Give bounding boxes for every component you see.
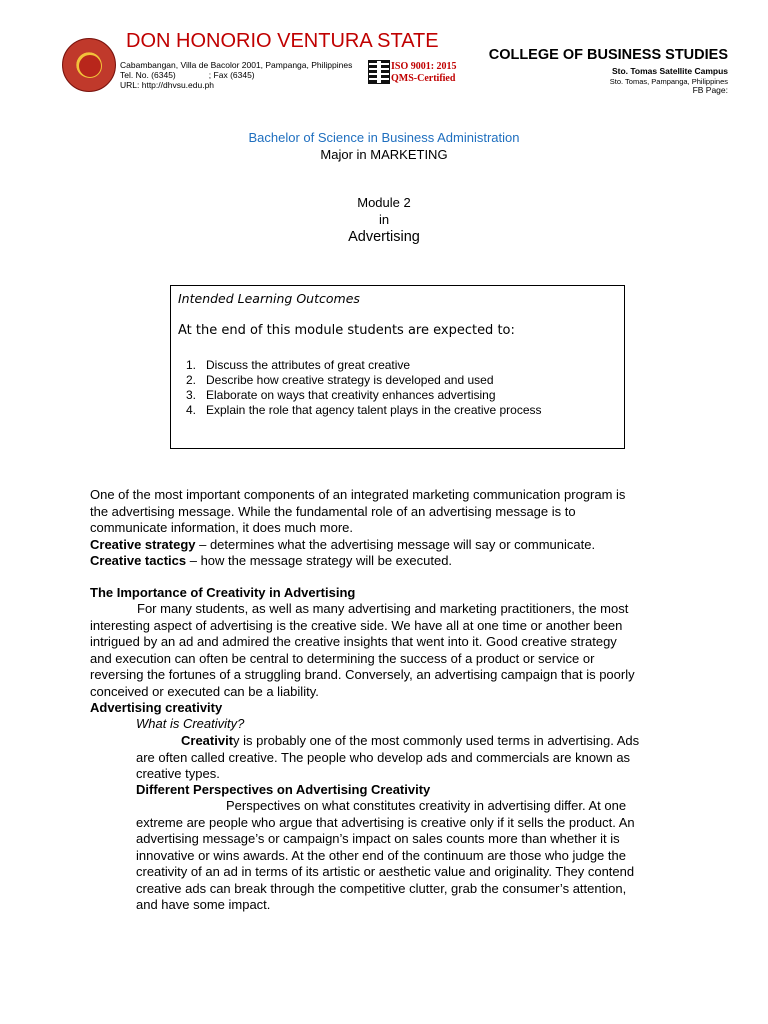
iso-standard: ISO 9001: 2015 — [391, 61, 457, 72]
what-is-creativity-subheading: What is Creativity? — [136, 716, 245, 731]
college-name: COLLEGE OF BUSINESS STUDIES — [488, 47, 728, 63]
degree-title: Bachelor of Science in Business Administration — [248, 130, 520, 145]
iso-certification — [391, 61, 457, 85]
module-in: in — [378, 212, 390, 227]
creative-strategy-definition: Creative strategy – determines what the advertising message will say or communicate. — [90, 536, 596, 552]
list-item: 1. Discuss the attributes of great creative — [186, 358, 411, 372]
list-item: 3. Elaborate on ways that creativity enhances advertising — [186, 388, 496, 402]
university-address — [120, 60, 352, 90]
perspectives-paragraph: Perspectives on what constitutes creativity in advertising differ. At one extreme are people who argue that advertising is creative only if it sells the product. An advertising message’s or campaign’s impact on sales counts more than whether it is innovative or wins awards. At the other end of the continuum are those who judge the creativity of an ad in terms of its artistic or aesthetic value and originality. They contend creative ads can break through the competitive clutter, grab the consumer’s attention, and have some impact. — [136, 798, 635, 912]
module-subject: Advertising — [348, 229, 420, 245]
creativity-paragraph: Creativity is probably one of the most commonly used terms in advertising. Ads are often called creative. The people who develop ads and commercials are known as creative types. — [136, 733, 640, 781]
university-name: DON HONORIO VENTURA STATE — [126, 30, 439, 52]
campus-name: Sto. Tomas Satellite Campus — [611, 66, 728, 76]
qr-code-icon — [368, 60, 390, 84]
fb-page-label: FB Page: — [692, 85, 728, 95]
url-line: URL: http://dhvsu.edu.ph — [120, 80, 215, 90]
ilo-list — [186, 358, 542, 418]
ilo-title: Intended Learning Outcomes — [178, 291, 360, 306]
creative-tactics-definition: Creative tactics – how the message strategy will be executed. — [90, 553, 453, 568]
importance-heading: The Importance of Creativity in Advertising — [90, 585, 356, 600]
qms-certified: QMS-Certified — [391, 73, 456, 84]
campus-address: Sto. Tomas, Pampanga, Philippines — [609, 77, 728, 86]
list-item: 4. Explain the role that agency talent plays in the creative process — [186, 403, 542, 417]
list-item: 2. Describe how creative strategy is developed and used — [186, 373, 494, 387]
address-line: Cabambangan, Villa de Bacolor 2001, Pampanga, Philippines — [120, 60, 353, 70]
importance-paragraph: For many students, as well as many advertising and marketing practitioners, the most interesting aspect of advertising is the creative side. We have all at one time or another been intrigued by an ad and admired the creative insights that went into it. Good creative strategy and execution can often be central to determining the success of a product or service or reversing the fortunes of a struggling brand. Conversely, an advertising campaign that is poorly conceived or executed can be a liability. — [90, 601, 635, 699]
module-number: Module 2 — [357, 195, 411, 210]
major-title: Major in MARKETING — [320, 147, 448, 162]
advertising-creativity-heading: Advertising creativity — [90, 700, 223, 715]
perspectives-heading: Different Perspectives on Advertising Creativity — [136, 782, 431, 797]
ilo-intro: At the end of this module students are expected to: — [178, 323, 515, 338]
university-seal-icon — [62, 38, 116, 92]
intro-paragraph: One of the most important components of an integrated marketing communication program is the advertising message. While the fundamental role of an advertising message is to communicate information, it does much more. Creative strategy – determines what the advertising message will say or communicate. Creative tactics – how the message strategy will be executed. — [90, 487, 690, 570]
phone-line: Tel. No. (6345) ; Fax (6345) — [120, 70, 255, 80]
